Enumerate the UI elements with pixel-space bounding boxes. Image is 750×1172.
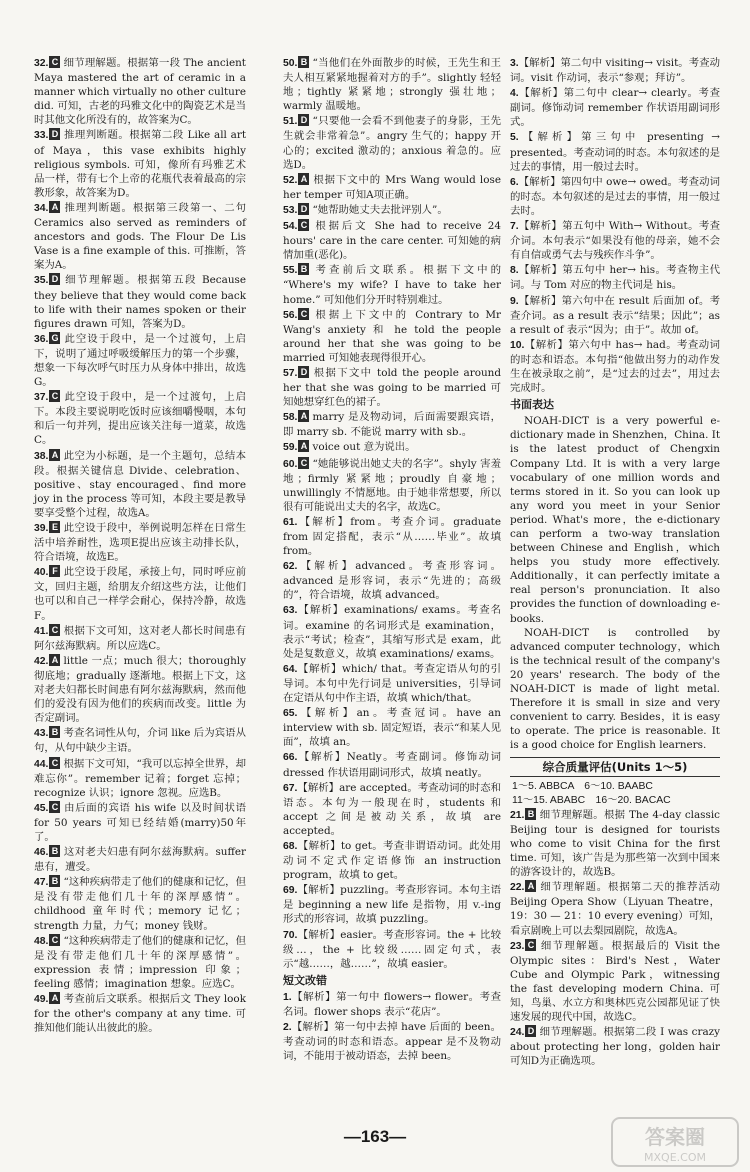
answer-entry bbox=[283, 559, 501, 602]
svg-text:答案圈: 答案圈 bbox=[645, 1125, 705, 1149]
answer-entry bbox=[283, 515, 501, 558]
explanation-text: 【解析】第四句中 owe→ owed。考查动词的时态。本句叙述的是过去的事情，用一般过去时。 bbox=[510, 175, 720, 217]
explanation-text: 这对老夫妇患有阿尔兹海默病。suffer 患有，遭受。 bbox=[34, 846, 246, 874]
explanation-text: “这种疾病带走了他们的健康和记忆，但是没有带走他们几十年的深厚感情”。expression 表情；impression 印象；feeling 感情；imagination 想象。应选C。 bbox=[34, 934, 246, 990]
question-number: 59. bbox=[283, 442, 298, 454]
question-number: 5. bbox=[510, 132, 519, 144]
question-number: 65. bbox=[283, 708, 298, 720]
question-number: 39. bbox=[34, 523, 49, 534]
explanation-text: 细节理解题。根据第二天的推荐活动 Beijing Opera Show（Liyuan Theatre，19：30 — 21：10 every evening）可知，看京剧晚上可以去梨园剧院，故选A。 bbox=[510, 881, 720, 937]
unit-assessment-title: 综合质量评估(Units 1～5) bbox=[510, 757, 720, 777]
answer-entry bbox=[34, 801, 246, 844]
question-number: 69. bbox=[283, 885, 298, 897]
question-number: 34. bbox=[34, 202, 49, 214]
question-number: 38. bbox=[34, 450, 49, 462]
explanation-text: “她能够说出她丈夫的名字”。shyly 害羞地；firmly 紧紧地；proudly 自豪地；unwillingly 不情愿地。由于她非常想要，所以很有可能说出丈夫的名字，故选C。 bbox=[283, 457, 501, 513]
question-number: 22. bbox=[510, 882, 525, 894]
explanation-text: 【解析】第五句中 her→ his。考查物主代词。与 Tom 对应的物主代词是 his。 bbox=[510, 264, 720, 292]
explanation-text: 【解析】to get。考查非谓语动词。此处用动词不定式作定语修饰 an instruction program，故填 to get。 bbox=[283, 839, 501, 882]
answer-entry bbox=[510, 880, 720, 937]
answer-key-line: 1～5. ABBCA 6～10. BAABC bbox=[512, 780, 653, 792]
answer-letter-badge: C bbox=[525, 939, 536, 951]
explanation-text: 【解析】第六句中在 result 后面加 of。考查介词。as a result 表示“结果；因此”；as a result of 表示“因为；由于”。故加 of。 bbox=[510, 294, 720, 336]
question-number: 7. bbox=[510, 221, 519, 233]
question-number: 50. bbox=[283, 58, 298, 69]
answer-entry bbox=[283, 173, 501, 202]
explanation-text: 【解析】puzzling。考查形容词。本句主语是 beginning a new life 是指物，用 v.-ing 形式的形容词，故填 puzzling。 bbox=[283, 884, 501, 926]
question-number: 67. bbox=[283, 782, 298, 794]
correction-entry bbox=[510, 86, 720, 129]
answer-letter-badge: E bbox=[49, 521, 60, 533]
explanation-text: 根据后文 She had to receive 24 hours' care in the care center. 可知她的病情加重(恶化)。 bbox=[283, 220, 501, 262]
question-number: 56. bbox=[283, 309, 298, 321]
answer-letter-badge: A bbox=[298, 410, 309, 422]
answer-letter-badge: C bbox=[49, 624, 60, 636]
answer-entry bbox=[34, 845, 246, 874]
answer-letter-badge: C bbox=[49, 390, 60, 402]
explanation-text: 【解析】examinations/ exams。考查名词。examine 的名词形式是 examination，表示“考试；检查”，其缩写形式是 exam，此处是复数意义，故填 examinations/ exams。 bbox=[283, 604, 501, 660]
answer-letter-badge: A bbox=[298, 440, 309, 452]
answer-key-line: 11～15. ABABC 16～20. BACAC bbox=[512, 794, 671, 806]
question-number: 57. bbox=[283, 367, 298, 379]
correction-entry bbox=[510, 263, 720, 292]
answer-entry bbox=[34, 624, 246, 653]
question-number: 70. bbox=[283, 929, 298, 941]
question-number: 33. bbox=[34, 130, 49, 142]
explanation-text: 此空设于段中，是一个过渡句，上启下，说明了通过呼吸缓解压力的第一个步骤，想象一下每次呼气时压力从身体中排出，故选G。 bbox=[34, 332, 246, 389]
explanation-text: “她帮助她丈夫去批评别人”。 bbox=[312, 203, 448, 216]
question-number: 35. bbox=[34, 275, 49, 287]
answer-entry bbox=[283, 56, 501, 113]
answer-entry bbox=[283, 781, 501, 838]
answer-entry bbox=[283, 440, 501, 455]
explanation-text: 【解析】第五句中 With→ Without。考查介词。本句表示“如果没有他的母亲，她不会有自信或勇气去与残疾作斗争”。 bbox=[510, 220, 720, 262]
answer-entry bbox=[283, 883, 501, 926]
explanation-text: 此空设于段尾，承接上句，同时呼应前文，回归主题，给朋友介绍这些方法，让他们也可以和自己一样学会耐心，保持冷静，故选F。 bbox=[34, 566, 246, 622]
answer-letter-badge: D bbox=[525, 1025, 536, 1037]
answer-entry bbox=[283, 410, 501, 439]
answer-entry bbox=[34, 390, 246, 447]
explanation-text: 考查名词性从句，介词 like 后为宾语从句，从句中缺少主语。 bbox=[34, 727, 246, 755]
explanation-text: 根据上下文中的 Contrary to Mr Wang's anxiety 和 he told the people around her that she was going to be married 可知她表现得很开心。 bbox=[283, 308, 501, 364]
explanation-text: 推理判断题。根据第二段 Like all art of Maya，this vase exhibits highly religious symbols. 可知，像所有玛雅艺术品一样，带有七个上帝的花瓶代表着最高的宗教形象，故答案为D。 bbox=[34, 129, 246, 199]
answer-letter-badge: A bbox=[49, 654, 60, 666]
answer-letter-badge: A bbox=[49, 992, 60, 1004]
answer-entry bbox=[34, 565, 246, 622]
answer-letter-badge: A bbox=[49, 449, 60, 461]
writing-section-heading: 书面表达 bbox=[510, 398, 554, 412]
question-number: 9. bbox=[510, 295, 519, 307]
question-number: 44. bbox=[34, 758, 49, 770]
question-number: 54. bbox=[283, 221, 298, 233]
explanation-text: 【解析】an。考查冠词。have an interview with sb. 固定短语，表示“和某人见面”，故填 an。 bbox=[283, 707, 501, 749]
answer-letter-badge: A bbox=[525, 880, 536, 892]
explanation-text: 此空设于段中，举例说明怎样在日常生活中培养耐性，选项E提出应该主动排长队，符合语境，故选E。 bbox=[34, 522, 246, 564]
answer-column-left bbox=[34, 56, 246, 1036]
answer-column-middle bbox=[283, 56, 501, 1064]
question-number: 48. bbox=[34, 935, 49, 947]
question-number: 32. bbox=[34, 58, 49, 69]
answer-letter-badge: G bbox=[51, 332, 59, 343]
correction-section-heading: 短文改错 bbox=[283, 973, 327, 987]
explanation-text: 【解析】第三句中 presenting → presented。考查动词的时态。本句叙述的是过去的事情，用一般过去时。 bbox=[510, 131, 720, 173]
answer-entry bbox=[34, 273, 246, 330]
answer-letter-badge: A bbox=[49, 201, 60, 213]
explanation-text: 【解析】easier。考查形容词。the + 比较级…，the + 比较级……固定句式，表示“越……，越……”，故填 easier。 bbox=[283, 928, 501, 970]
answer-entry bbox=[34, 449, 246, 520]
explanation-text: 根据下文中的 Mrs Wang would lose her temper 可知A项正确。 bbox=[283, 173, 501, 201]
explanation-text: voice out 意为说出。 bbox=[312, 441, 416, 454]
answer-entry bbox=[34, 56, 246, 127]
explanation-text: 细节理解题。根据第一段 The ancient Maya mastered the art of ceramic in a manner which virtually no other culture did. 可知，古老的玛雅文化中的陶瓷艺术是当时其他文化所没有的，故答案为C。 bbox=[34, 57, 246, 127]
explanation-text: 考查前后文联系。根据后文 They look for the other's company at any time. 可推知他们能认出彼此的脸。 bbox=[34, 993, 246, 1035]
question-number: 24. bbox=[510, 1027, 525, 1039]
answer-entry bbox=[283, 706, 501, 749]
question-number: 58. bbox=[283, 412, 298, 424]
question-number: 10. bbox=[510, 339, 525, 351]
question-number: 63. bbox=[283, 605, 298, 617]
correction-entry bbox=[510, 130, 720, 173]
question-number: 6. bbox=[510, 176, 519, 188]
answer-entry bbox=[283, 603, 501, 660]
question-number: 1. bbox=[283, 991, 292, 1003]
explanation-text: 根据下文中 told the people around her that she was going to be married 可知她想穿红色的裙子。 bbox=[283, 366, 501, 409]
question-number: 55. bbox=[283, 265, 298, 277]
explanation-text: 细节理解题。根据 The 4-day classic Beijing tour is designed for tourists who come to visit China for the first time. 可知，该广告是为那些第一次到中国来的游客设计的，故选B。 bbox=[510, 808, 720, 879]
answer-letter-badge: C bbox=[49, 56, 60, 68]
answer-letter-badge: B bbox=[525, 808, 536, 820]
answer-letter-badge: B bbox=[49, 845, 60, 857]
answer-entry bbox=[283, 366, 501, 409]
answer-letter-badge: F bbox=[49, 565, 60, 577]
explanation-text: 【解析】第一句中去掉 have 后面的 been。考查动词的时态和语态。appear 是不及物动词，不能用于被动语态，去掉 been。 bbox=[283, 1021, 501, 1063]
answer-entry bbox=[34, 654, 246, 725]
answer-entry bbox=[34, 992, 246, 1035]
question-number: 42. bbox=[34, 655, 49, 667]
answer-letter-badge: C bbox=[298, 308, 309, 320]
question-number: 3. bbox=[510, 58, 519, 69]
watermark-logo bbox=[610, 1116, 740, 1168]
explanation-text: little 一点；much 很大；thoroughly 彻底地；gradually 逐渐地。根据上下文，这对老夫妇都长时间患有阿尔兹海默病，然而他们的爱没有因为他们的疾病而改变。little 为否定副词。 bbox=[34, 654, 246, 725]
question-number: 43. bbox=[34, 728, 49, 740]
question-number: 40. bbox=[34, 567, 49, 579]
answer-letter-badge: D bbox=[298, 203, 309, 215]
answer-entry bbox=[34, 726, 246, 755]
explanation-text: 此空设于段中，是一个过渡句，上启下。本段主要说明吃饭时应该细嚼慢咽，本句和后一句并列，提出应该关注每一道菜，故选C。 bbox=[34, 391, 246, 447]
explanation-text: 【解析】第二句中 visiting→ visit。考查动词。visit 作动词，表示“参观；拜访”。 bbox=[510, 57, 720, 85]
answer-entry bbox=[283, 219, 501, 262]
answer-entry bbox=[510, 808, 720, 879]
answer-letter-badge: C bbox=[298, 457, 309, 469]
explanation-text: 【解析】第二句中 clear→ clearly。考查副词。修饰动词 remember 作状语用副词形式。 bbox=[510, 87, 720, 129]
answer-letter-badge: D bbox=[49, 128, 60, 140]
correction-entry bbox=[510, 175, 720, 218]
question-number: 46. bbox=[34, 847, 49, 859]
explanation-text: 考查前后文联系。根据下文中的 “Where's my wife? I have to take her home.” 可知他们分开时特别难过。 bbox=[283, 264, 501, 306]
correction-entry bbox=[283, 1020, 501, 1063]
answer-entry bbox=[283, 750, 501, 779]
answer-entry bbox=[510, 939, 720, 1025]
page-number: —163— bbox=[343, 1127, 407, 1146]
explanation-text: 细节理解题。根据最后的 Visit the Olympic sites：Bird's Nest，Water Cube and Olympic Park，witnessing the fast developing modern China. 可知，鸟巢、水立方和奥林匹克公园都见证了快速发展的现代中国，故选C。 bbox=[510, 939, 720, 1024]
answer-entry bbox=[283, 114, 501, 171]
answer-letter-badge: D bbox=[49, 273, 60, 285]
answer-entry bbox=[283, 308, 501, 365]
explanation-text: 此空为小标题，是一个主题句，总结本段。根据关键信息 Divide、celebration、positive、stay encouraged、find more joy in the process 等可知，本段主要是教导要享受整个过程，故选A。 bbox=[34, 449, 246, 519]
answer-letter-badge: C bbox=[49, 801, 60, 813]
answer-letter-badge: B bbox=[49, 875, 60, 887]
question-number: 8. bbox=[510, 265, 519, 277]
explanation-text: 【解析】Neatly。考查副词。修饰动词 dressed 作状语用副词形式，故填 neatly。 bbox=[283, 751, 501, 779]
question-number: 21. bbox=[510, 809, 525, 821]
answer-entry bbox=[34, 521, 246, 564]
answer-entry bbox=[34, 934, 246, 991]
question-number: 41. bbox=[34, 625, 49, 637]
answer-letter-badge: B bbox=[298, 263, 309, 275]
answer-letter-badge: A bbox=[298, 173, 309, 185]
answer-letter-badge: B bbox=[298, 56, 309, 68]
question-number: 2. bbox=[283, 1022, 292, 1034]
question-number: 61. bbox=[283, 516, 298, 528]
answer-entry bbox=[283, 839, 501, 882]
explanation-text: marry 是及物动词，后面需要跟宾语，即 marry sb. 不能说 marry with sb.。 bbox=[283, 411, 501, 439]
svg-text:MXQE.COM: MXQE.COM bbox=[644, 1151, 706, 1164]
answer-entry bbox=[34, 757, 246, 800]
answer-entry bbox=[34, 332, 246, 389]
explanation-text: “只要他一会看不到他妻子的身影，王先生就会非常着急”。angry 生气的；happy 开心的；excited 激动的；anxious 着急的。应选D。 bbox=[283, 115, 501, 171]
question-number: 49. bbox=[34, 994, 49, 1005]
explanation-text: 【解析】from。考查介词。graduate from 固定搭配，表示“从……毕业”。故填 from。 bbox=[283, 515, 501, 558]
explanation-text: 细节理解题。根据第二段 I was crazy about protecting her long，golden hair 可知D为正确选项。 bbox=[510, 1026, 720, 1068]
answer-entry bbox=[283, 203, 501, 218]
answer-entry bbox=[34, 128, 246, 199]
correction-entry bbox=[510, 219, 720, 262]
answer-column-right bbox=[510, 56, 720, 1069]
explanation-text: 【解析】are accepted。考查动词的时态和语态。本句为一般现在时，students 和 accept 之间是被动关系，故填 are accepted。 bbox=[283, 781, 501, 837]
answer-entry bbox=[283, 928, 501, 971]
answer-entry bbox=[283, 263, 501, 306]
question-number: 66. bbox=[283, 752, 298, 764]
explanation-text: “当他们在外面散步的时候，王先生和王夫人相互紧紧地握着对方的手”。slightly 轻轻地；tightly 紧紧地；strongly 强壮地；warmly 温暖地。 bbox=[283, 57, 501, 113]
question-number: 36. bbox=[34, 333, 49, 345]
essay-paragraph: NOAH-DICT is a very powerful e-dictionary made in Shenzhen，China. It is the latest product of Chengxin Company Ltd. It is with a very large vocabulary of one million words and terms stored in it. So you can look up any word you meet in your Senior period. What's more，the e-dictionary can perform a two-way translation between Chinese and English，which helps you study more effectively. Additionally，it can perfectly imitate a real person's pronunciation. It also provides the function of downloading e-books. bbox=[510, 415, 720, 625]
answer-entry bbox=[34, 201, 246, 272]
answer-letter-badge: C bbox=[49, 934, 60, 946]
explanation-text: 根据下文可知，“我可以忘掉全世界，却难忘你”。remember 记着；forget 忘掉；recognize 认识；ignore 忽视。应选B。 bbox=[34, 757, 246, 799]
question-number: 37. bbox=[34, 392, 49, 404]
question-number: 64. bbox=[283, 663, 298, 675]
question-number: 4. bbox=[510, 88, 519, 100]
model-essay bbox=[510, 414, 720, 752]
explanation-text: 【解析】第六句中 has→ had。考查动词的时态和语态。本句指“他做出努力的动作发生在被录取之前”，是“过去的过去”，用过去完成时。 bbox=[510, 338, 720, 395]
question-number: 52. bbox=[283, 174, 298, 186]
explanation-text: 【解析】第一句中 flowers→ flower。考查名词。flower shops 表示“花店”。 bbox=[283, 990, 501, 1018]
correction-entry bbox=[510, 338, 720, 395]
question-number: 51. bbox=[283, 116, 298, 128]
question-number: 53. bbox=[283, 204, 298, 216]
explanation-text: “这种疾病带走了他们的健康和记忆，但是没有带走他们几十年的深厚感情”。childhood 童年时代；memory 记忆；strength 力量，力气；money 钱财。 bbox=[34, 876, 246, 932]
correction-entry bbox=[283, 990, 501, 1019]
answer-entry bbox=[283, 457, 501, 514]
answer-entry bbox=[34, 875, 246, 932]
question-number: 60. bbox=[283, 458, 298, 470]
essay-paragraph: NOAH-DICT is controlled by advanced computer technology，which is the technical result of the company's 20 years' research. The body of the NOAH-DICT is made of light metal. Therefore it is small in size and very convenient to carry. Besides，it is easy to operate. The price is reasonable. It is a good choice for English learners. bbox=[510, 626, 720, 752]
answer-entry bbox=[510, 1025, 720, 1068]
explanation-text: 根据下文可知，这对老人都长时间患有阿尔兹海默病。所以应选C。 bbox=[34, 624, 246, 652]
answer-letter-badge: D bbox=[298, 114, 309, 126]
explanation-text: 【解析】which/ that。考查定语从句的引导词。本句中先行词是 universities，引导词在定语从句中作主语，故填 which/that。 bbox=[283, 662, 501, 705]
question-number: 23. bbox=[510, 940, 525, 952]
correction-entry bbox=[510, 56, 720, 85]
correction-entry bbox=[510, 294, 720, 337]
answer-entry bbox=[283, 662, 501, 705]
question-number: 68. bbox=[283, 840, 298, 852]
question-number: 62. bbox=[283, 561, 298, 573]
explanation-text: 【解析】advanced。考查形容词。advanced 是形容词，表示“先进的；高级的”，符合语境，故填 advanced。 bbox=[283, 560, 501, 602]
explanation-text: 由后面的宾语 his wife 以及时间状语 for 50 years 可知已经结婚(marry)50年了。 bbox=[34, 801, 246, 843]
question-number: 47. bbox=[34, 877, 49, 889]
answer-letter-badge: D bbox=[298, 366, 309, 378]
answer-letter-badge: C bbox=[49, 757, 60, 769]
explanation-text: 推理判断题。根据第三段第一、二句 Ceramics also served as reminders of ancestors and gods. The Flour De Lis Vase is a fine example of this. 可推断，答案为A。 bbox=[34, 201, 246, 272]
explanation-text: 细节理解题。根据第五段 Because they believe that they would come back to life with their names spoken or their figures drawn 可知，答案为D。 bbox=[34, 274, 246, 330]
question-number: 45. bbox=[34, 802, 49, 814]
answer-letter-badge: B bbox=[49, 726, 60, 738]
answer-letter-badge: C bbox=[298, 219, 309, 231]
